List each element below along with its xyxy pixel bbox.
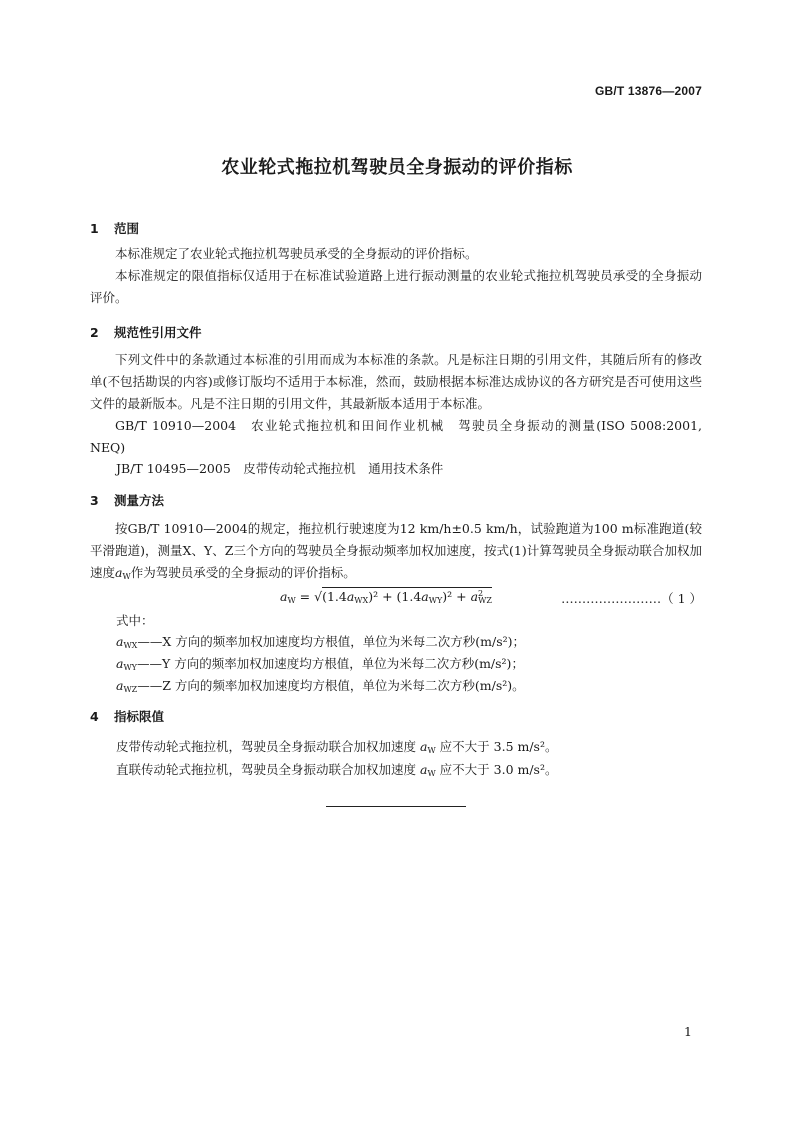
section-1-heading	[90, 219, 139, 237]
s2-reference-2: JB/T 10495—2005 皮带传动轮式拖拉机 通用技术条件	[116, 461, 444, 476]
definition-awz: $a_{WZ}——Z$ 方向的频率加权加速度均方根值，单位为米每二次方秒(m/s²)。	[116, 678, 525, 694]
section-2-heading	[90, 323, 202, 341]
section-number: 2	[90, 325, 99, 340]
definition-awy: $a_{WY}——Y$ 方向的频率加权加速度均方根值，单位为米每二次方秒(m/s²)；	[116, 656, 524, 672]
section-title: 规范性引用文件	[114, 325, 202, 340]
s1-paragraph-1: 本标准规定了农业轮式拖拉机驾驶员承受的全身振动的评价指标。	[115, 246, 478, 261]
end-rule	[326, 806, 466, 807]
section-title: 范围	[114, 221, 140, 236]
limit-direct-drive: 直联传动轮式拖拉机，驾驶员全身振动联合加权加速度 $a_W$ 应不大于 3.0 m/s²。	[116, 762, 558, 778]
document-title: 农业轮式拖拉机驾驶员全身振动的评价指标	[221, 157, 573, 178]
aw-symbol: $a_W$	[115, 565, 131, 581]
s3-text-end: 作为驾驶员承受的全身振动的评价指标。	[130, 565, 356, 580]
limit-belt-drive: 皮带传动轮式拖拉机，驾驶员全身振动联合加权加速度 $a_W$ 应不大于 3.5 m/s²。	[116, 739, 558, 755]
sqrt-icon: √	[314, 589, 323, 605]
standard-code: GB/T 13876—2007	[594, 84, 702, 98]
section-number: 3	[90, 493, 99, 508]
section-3-heading	[90, 491, 164, 509]
s3-text: 按GB/T 10910—2004的规定，拖拉机行驶速度为12 km/h±0.5 km/h，试验跑道为100 m标准跑道(较平滑跑道)，测量X、Y、Z三个方向的驾驶员全身振动频率加权加速度，按式(1)计算驾驶员全身振动联合加权加速度	[90, 521, 702, 580]
page-number: 1	[684, 1024, 692, 1039]
s2-reference-1: GB/T 10910—2004 农业轮式拖拉机和田间作业机械 驾驶员全身振动的测量(ISO 5008:2001, NEQ)	[90, 418, 702, 455]
where-label: 式中：	[116, 613, 154, 628]
definition-awx: $a_{WX}——X$ 方向的频率加权加速度均方根值，单位为米每二次方秒(m/s²)；	[116, 634, 525, 650]
equation-number: ……………………（ 1 ）	[561, 591, 702, 606]
section-title: 测量方法	[114, 493, 165, 508]
equation-1: $a_W = √(1.4a_{WX})^2 + (1.4a_{WY})^2 + a^2_{WZ}$	[280, 589, 492, 606]
section-number: 1	[90, 221, 99, 236]
section-number: 4	[90, 709, 99, 724]
s1-paragraph-2: 本标准规定的限值指标仅适用于在标准试验道路上进行振动测量的农业轮式拖拉机驾驶员承受的全身振动评价。	[90, 268, 702, 305]
s3-paragraph-1	[90, 518, 702, 588]
section-title: 指标限值	[114, 709, 165, 724]
section-4-heading	[90, 707, 164, 725]
s2-paragraph-1: 下列文件中的条款通过本标准的引用而成为本标准的条款。凡是标注日期的引用文件，其随后所有的修改单(不包括勘误的内容)或修订版均不适用于本标准，然而，鼓励根据本标准达成协议的各方研究是否可使用这些文件的最新版本。凡是不注日期的引用文件，其最新版本适用于本标准。	[90, 352, 702, 411]
